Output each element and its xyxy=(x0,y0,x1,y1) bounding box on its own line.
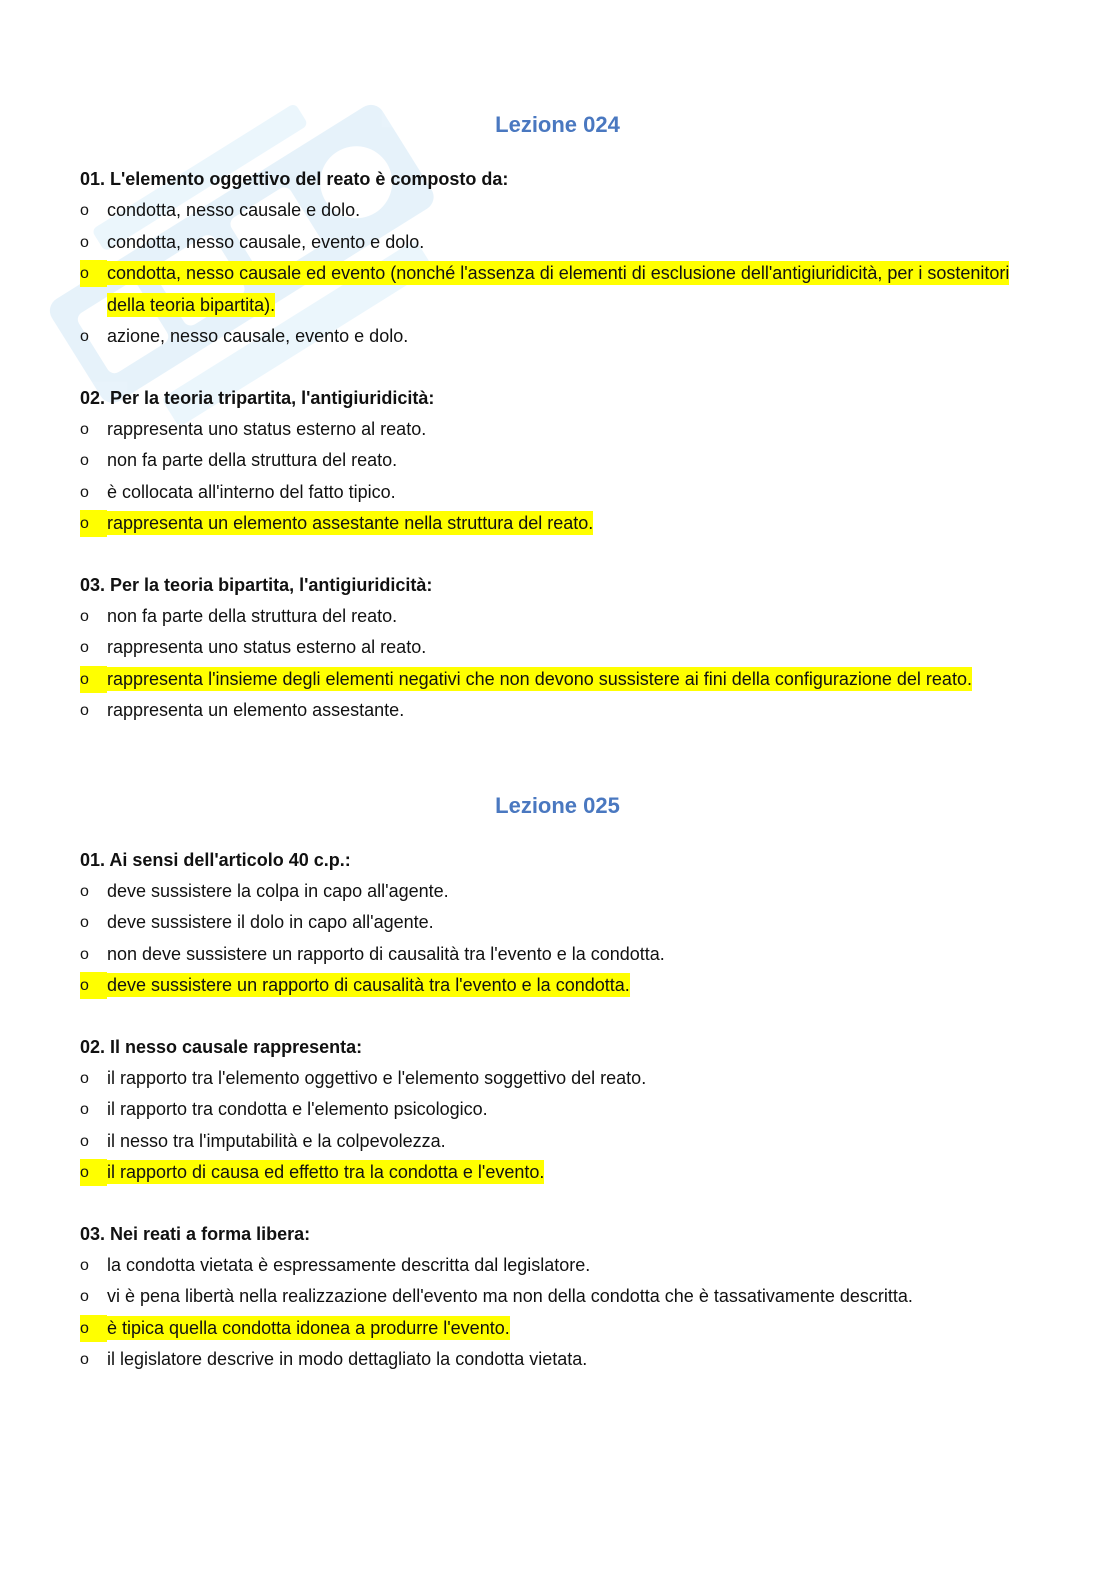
question-block xyxy=(80,570,1035,727)
circle-bullet-icon: o xyxy=(80,1132,89,1150)
answer-option xyxy=(80,321,1035,353)
answer-option-text: non fa parte della struttura del reato. xyxy=(107,450,398,470)
answer-option xyxy=(80,477,1035,509)
answer-option xyxy=(80,1126,1035,1158)
circle-bullet-icon: o xyxy=(80,666,107,693)
question-text: 02. Per la teoria tripartita, l'antigiuridicità: xyxy=(80,387,435,408)
answer-option xyxy=(80,601,1035,633)
circle-bullet-icon: o xyxy=(80,1288,89,1305)
answer-option-text: è collocata all'interno del fatto tipico. xyxy=(107,481,396,502)
answer-option xyxy=(80,695,1035,727)
circle-bullet-icon: o xyxy=(80,420,89,438)
answer-option-text: rappresenta un elemento assestante nella struttura del reato. xyxy=(107,513,594,533)
question-block xyxy=(80,1219,1035,1376)
answer-option-text: deve sussistere il dolo in capo all'agente. xyxy=(107,912,434,932)
answer-option xyxy=(80,1344,1035,1376)
question-block xyxy=(80,164,1035,353)
circle-bullet-icon: o xyxy=(80,945,89,963)
answer-option-text: deve sussistere la colpa in capo all'agente. xyxy=(107,880,449,901)
answer-option-correct xyxy=(80,664,1035,696)
answer-option-text: rappresenta uno status esterno al reato. xyxy=(107,637,427,657)
answer-option-text: azione, nesso causale, evento e dolo. xyxy=(107,326,409,346)
question-block xyxy=(80,845,1035,1002)
answer-option-text: la condotta vietata è espressamente descritta dal legislatore. xyxy=(107,1254,591,1275)
answer-option-text: il nesso tra l'imputabilità e la colpevolezza. xyxy=(107,1130,446,1151)
circle-bullet-icon: o xyxy=(80,452,89,469)
circle-bullet-icon: o xyxy=(80,260,107,287)
answer-option-text: non deve sussistere un rapporto di causalità tra l'evento e la condotta. xyxy=(107,943,665,964)
answer-options-list xyxy=(80,195,1035,353)
circle-bullet-icon: o xyxy=(80,1069,89,1087)
answer-option-text: non fa parte della struttura del reato. xyxy=(107,605,398,626)
answer-options-list xyxy=(80,876,1035,1002)
answer-option xyxy=(80,939,1035,971)
answer-option-text: condotta, nesso causale, evento e dolo. xyxy=(107,231,425,252)
circle-bullet-icon: o xyxy=(80,607,89,625)
question-block xyxy=(80,383,1035,540)
answer-option xyxy=(80,1063,1035,1095)
circle-bullet-icon: o xyxy=(80,914,89,931)
question-text: 03. Per la teoria bipartita, l'antigiuridicità: xyxy=(80,574,433,595)
answer-options-list xyxy=(80,1250,1035,1376)
circle-bullet-icon: o xyxy=(80,1351,89,1368)
answer-option-text: condotta, nesso causale e dolo. xyxy=(107,200,361,220)
question-text: 01. Ai sensi dell'articolo 40 c.p.: xyxy=(80,849,351,870)
answer-option-text: condotta, nesso causale ed evento (nonché l'assenza di elementi di esclusione dell'antigiuridicità, per i sostenitori della teoria bipartita). xyxy=(107,263,1010,315)
answer-options-list xyxy=(80,1063,1035,1189)
lesson-section xyxy=(80,781,1035,1376)
circle-bullet-icon: o xyxy=(80,510,107,537)
document-page xyxy=(80,100,1035,1376)
circle-bullet-icon: o xyxy=(80,1159,107,1186)
question-text: 02. Il nesso causale rappresenta: xyxy=(80,1036,363,1057)
circle-bullet-icon: o xyxy=(80,483,89,501)
answer-option-text: il rapporto tra condotta e l'elemento psicologico. xyxy=(107,1099,488,1119)
answer-option-text: deve sussistere un rapporto di causalità tra l'evento e la condotta. xyxy=(107,975,630,995)
answer-option xyxy=(80,632,1035,664)
answer-options-list xyxy=(80,414,1035,540)
circle-bullet-icon: o xyxy=(80,328,89,345)
answer-option xyxy=(80,1094,1035,1126)
circle-bullet-icon: o xyxy=(80,639,89,656)
question-block xyxy=(80,1032,1035,1189)
answer-option-text: il legislatore descrive in modo dettagliato la condotta vietata. xyxy=(107,1349,588,1369)
circle-bullet-icon: o xyxy=(80,233,89,251)
circle-bullet-icon: o xyxy=(80,202,89,219)
circle-bullet-icon: o xyxy=(80,882,89,900)
answer-option-correct xyxy=(80,1313,1035,1345)
answer-option xyxy=(80,1250,1035,1282)
circle-bullet-icon: o xyxy=(80,1101,89,1118)
answer-option xyxy=(80,227,1035,259)
circle-bullet-icon: o xyxy=(80,702,89,719)
answer-option xyxy=(80,876,1035,908)
answer-option-text: il rapporto tra l'elemento oggettivo e l'elemento soggettivo del reato. xyxy=(107,1067,647,1088)
circle-bullet-icon: o xyxy=(80,972,107,999)
lesson-title: Lezione 024 xyxy=(495,112,620,137)
answer-option xyxy=(80,445,1035,477)
answer-option-text: rappresenta uno status esterno al reato. xyxy=(107,418,427,439)
circle-bullet-icon: o xyxy=(80,1256,89,1274)
lesson-section xyxy=(80,100,1035,727)
answer-option xyxy=(80,414,1035,446)
answer-option-text: il rapporto di causa ed effetto tra la condotta e l'evento. xyxy=(107,1162,545,1182)
lesson-title: Lezione 025 xyxy=(495,792,620,818)
answer-option-text: vi è pena libertà nella realizzazione dell'evento ma non della condotta che è tassativamente descritta. xyxy=(107,1286,913,1306)
answer-option-text: rappresenta un elemento assestante. xyxy=(107,700,405,720)
answer-option xyxy=(80,907,1035,939)
question-text: 03. Nei reati a forma libera: xyxy=(80,1223,311,1244)
question-text: 01. L'elemento oggettivo del reato è composto da: xyxy=(80,169,509,189)
answer-option-text: è tipica quella condotta idonea a produrre l'evento. xyxy=(107,1317,510,1338)
answer-option-correct xyxy=(80,1157,1035,1189)
answer-option-correct xyxy=(80,508,1035,540)
answer-option-correct xyxy=(80,970,1035,1002)
answer-option-correct xyxy=(80,258,1035,321)
circle-bullet-icon: o xyxy=(80,1315,107,1342)
answer-option xyxy=(80,1281,1035,1313)
answer-option-text: rappresenta l'insieme degli elementi negativi che non devono sussistere ai fini della configurazione del reato. xyxy=(107,668,972,689)
answer-option xyxy=(80,195,1035,227)
answer-options-list xyxy=(80,601,1035,727)
